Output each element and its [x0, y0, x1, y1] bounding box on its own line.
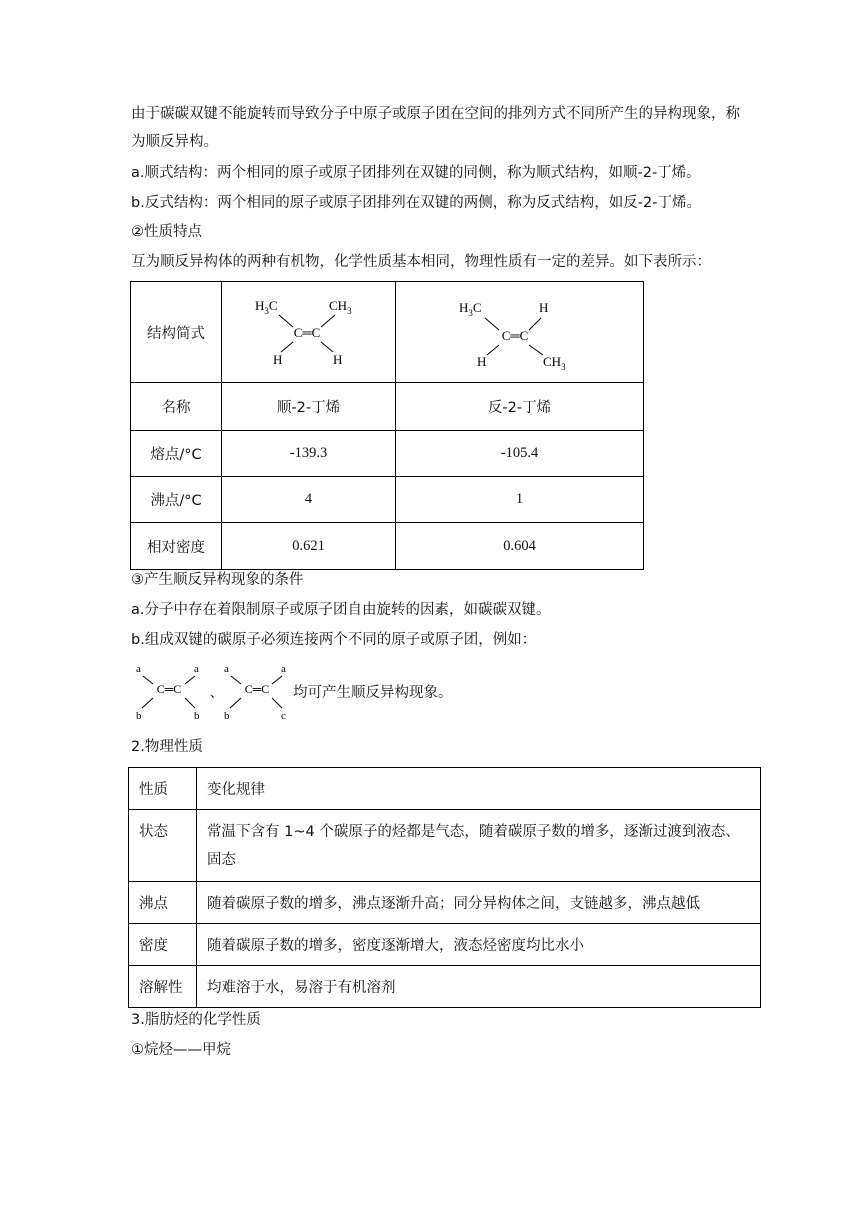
example-structures [130, 660, 300, 722]
trans-value: 1 [396, 477, 644, 523]
cis-value: -139.3 [222, 431, 396, 477]
property-cell: 密度 [129, 924, 197, 966]
trans-structure-cell [396, 282, 644, 383]
table-row [131, 431, 644, 477]
example-note: 均可产生顺反异构现象。 [293, 685, 453, 701]
property-cell: 状态 [129, 810, 197, 882]
svg-text:H: H [538, 300, 548, 315]
svg-text:a: a [224, 663, 229, 675]
svg-text:H3C: $H_3C$ [254, 298, 278, 316]
svg-text:a: a [136, 663, 141, 675]
svg-text:H: H [476, 354, 486, 369]
svg-text:b: b [136, 710, 142, 722]
cis-structure-cell [222, 282, 396, 383]
rule-cell: 均难溶于水，易溶于有机溶剂 [197, 966, 761, 1008]
rule-cell: 随着碳原子数的增多，密度逐渐增大，液态烃密度均比水小 [197, 924, 761, 966]
isomer-comparison-table [130, 281, 644, 570]
table-row [131, 383, 644, 431]
table-row [131, 282, 644, 383]
trans-2-butene-structure [455, 290, 585, 370]
rule-cell: 随着碳原子数的增多，沸点逐渐升高；同分异构体之间，支链越多，沸点越低 [197, 882, 761, 924]
table-row [129, 810, 761, 882]
physical-properties-table [128, 767, 761, 1008]
table-row [129, 882, 761, 924]
svg-text:H: H [332, 352, 342, 367]
svg-text:C═C: C═C [293, 325, 320, 340]
svg-text:a: a [281, 663, 286, 675]
row-label: 沸点/°C [131, 477, 222, 523]
svg-text:H: H [272, 352, 282, 367]
cis-value: 4 [222, 477, 396, 523]
trans-value: 0.604 [396, 523, 644, 570]
table-header-row [129, 768, 761, 810]
properties-text: 互为顺反异构体的两种有机物，化学性质基本相同，物理性质有一定的差异。如下表所示： [131, 254, 711, 270]
cis-definition: a.顺式结构：两个相同的原子或原子团排列在双键的同侧，称为顺式结构，如顺-2-丁烯。 [131, 165, 701, 181]
definition-paragraph: 由于碳碳双键不能旋转而导致分子中原子或原子团在空间的排列方式不同所产生的异构现象，称为顺反异构。 [131, 106, 740, 150]
chemical-heading: 3.脂肪烃的化学性质 [131, 1012, 261, 1028]
svg-text:C═C: C═C [156, 682, 182, 696]
trans-value: 反-2-丁烯 [396, 383, 644, 431]
svg-text:b: b [224, 710, 230, 722]
property-cell: 沸点 [129, 882, 197, 924]
physical-heading: 2.物理性质 [131, 739, 203, 755]
condition-a: a.分子中存在着限制原子或原子团自由旋转的因素，如碳碳双键。 [131, 602, 551, 618]
header-rule: 变化规律 [197, 768, 761, 810]
svg-text:b: b [194, 710, 200, 722]
condition-b: b.组成双键的碳原子必须连接两个不同的原子或原子团，例如： [131, 632, 537, 648]
header-property: 性质 [129, 768, 197, 810]
row-label: 名称 [131, 383, 222, 431]
svg-text:a: a [194, 663, 199, 675]
example-2 [224, 663, 286, 722]
row-label: 相对密度 [131, 523, 222, 570]
svg-text:、: 、 [210, 685, 224, 700]
rule-cell: 常温下含有 1~4 个碳原子的烃都是气态，随着碳原子数的增多，逐渐过渡到液态、固态 [197, 810, 761, 882]
table-row [131, 523, 644, 570]
cis-2-butene-structure [249, 290, 369, 370]
properties-heading: ②性质特点 [131, 224, 202, 240]
trans-definition: b.反式结构：两个相同的原子或原子团排列在双键的两侧，称为反式结构，如反-2-丁烯。 [131, 195, 701, 211]
cis-value: 0.621 [222, 523, 396, 570]
table-row [129, 966, 761, 1008]
row-label: 熔点/°C [131, 431, 222, 477]
cis-value: 顺-2-丁烯 [222, 383, 396, 431]
example-1 [136, 663, 200, 722]
table-row [129, 924, 761, 966]
conditions-heading: ③产生顺反异构现象的条件 [131, 572, 304, 588]
svg-text:c: c [281, 710, 286, 722]
table-row [131, 477, 644, 523]
row-label: 结构简式 [131, 282, 222, 383]
svg-text:C═C: C═C [501, 328, 528, 343]
property-cell: 溶解性 [129, 966, 197, 1008]
chemical-subheading: ①烷烃——甲烷 [131, 1042, 231, 1058]
svg-text:CH3: $CH_3$ [542, 354, 566, 370]
svg-text:H3C: $H_3C$ [458, 300, 482, 318]
trans-value: -105.4 [396, 431, 644, 477]
svg-text:C═C: C═C [244, 682, 270, 696]
svg-text:CH3: $CH_3$ [328, 298, 352, 316]
